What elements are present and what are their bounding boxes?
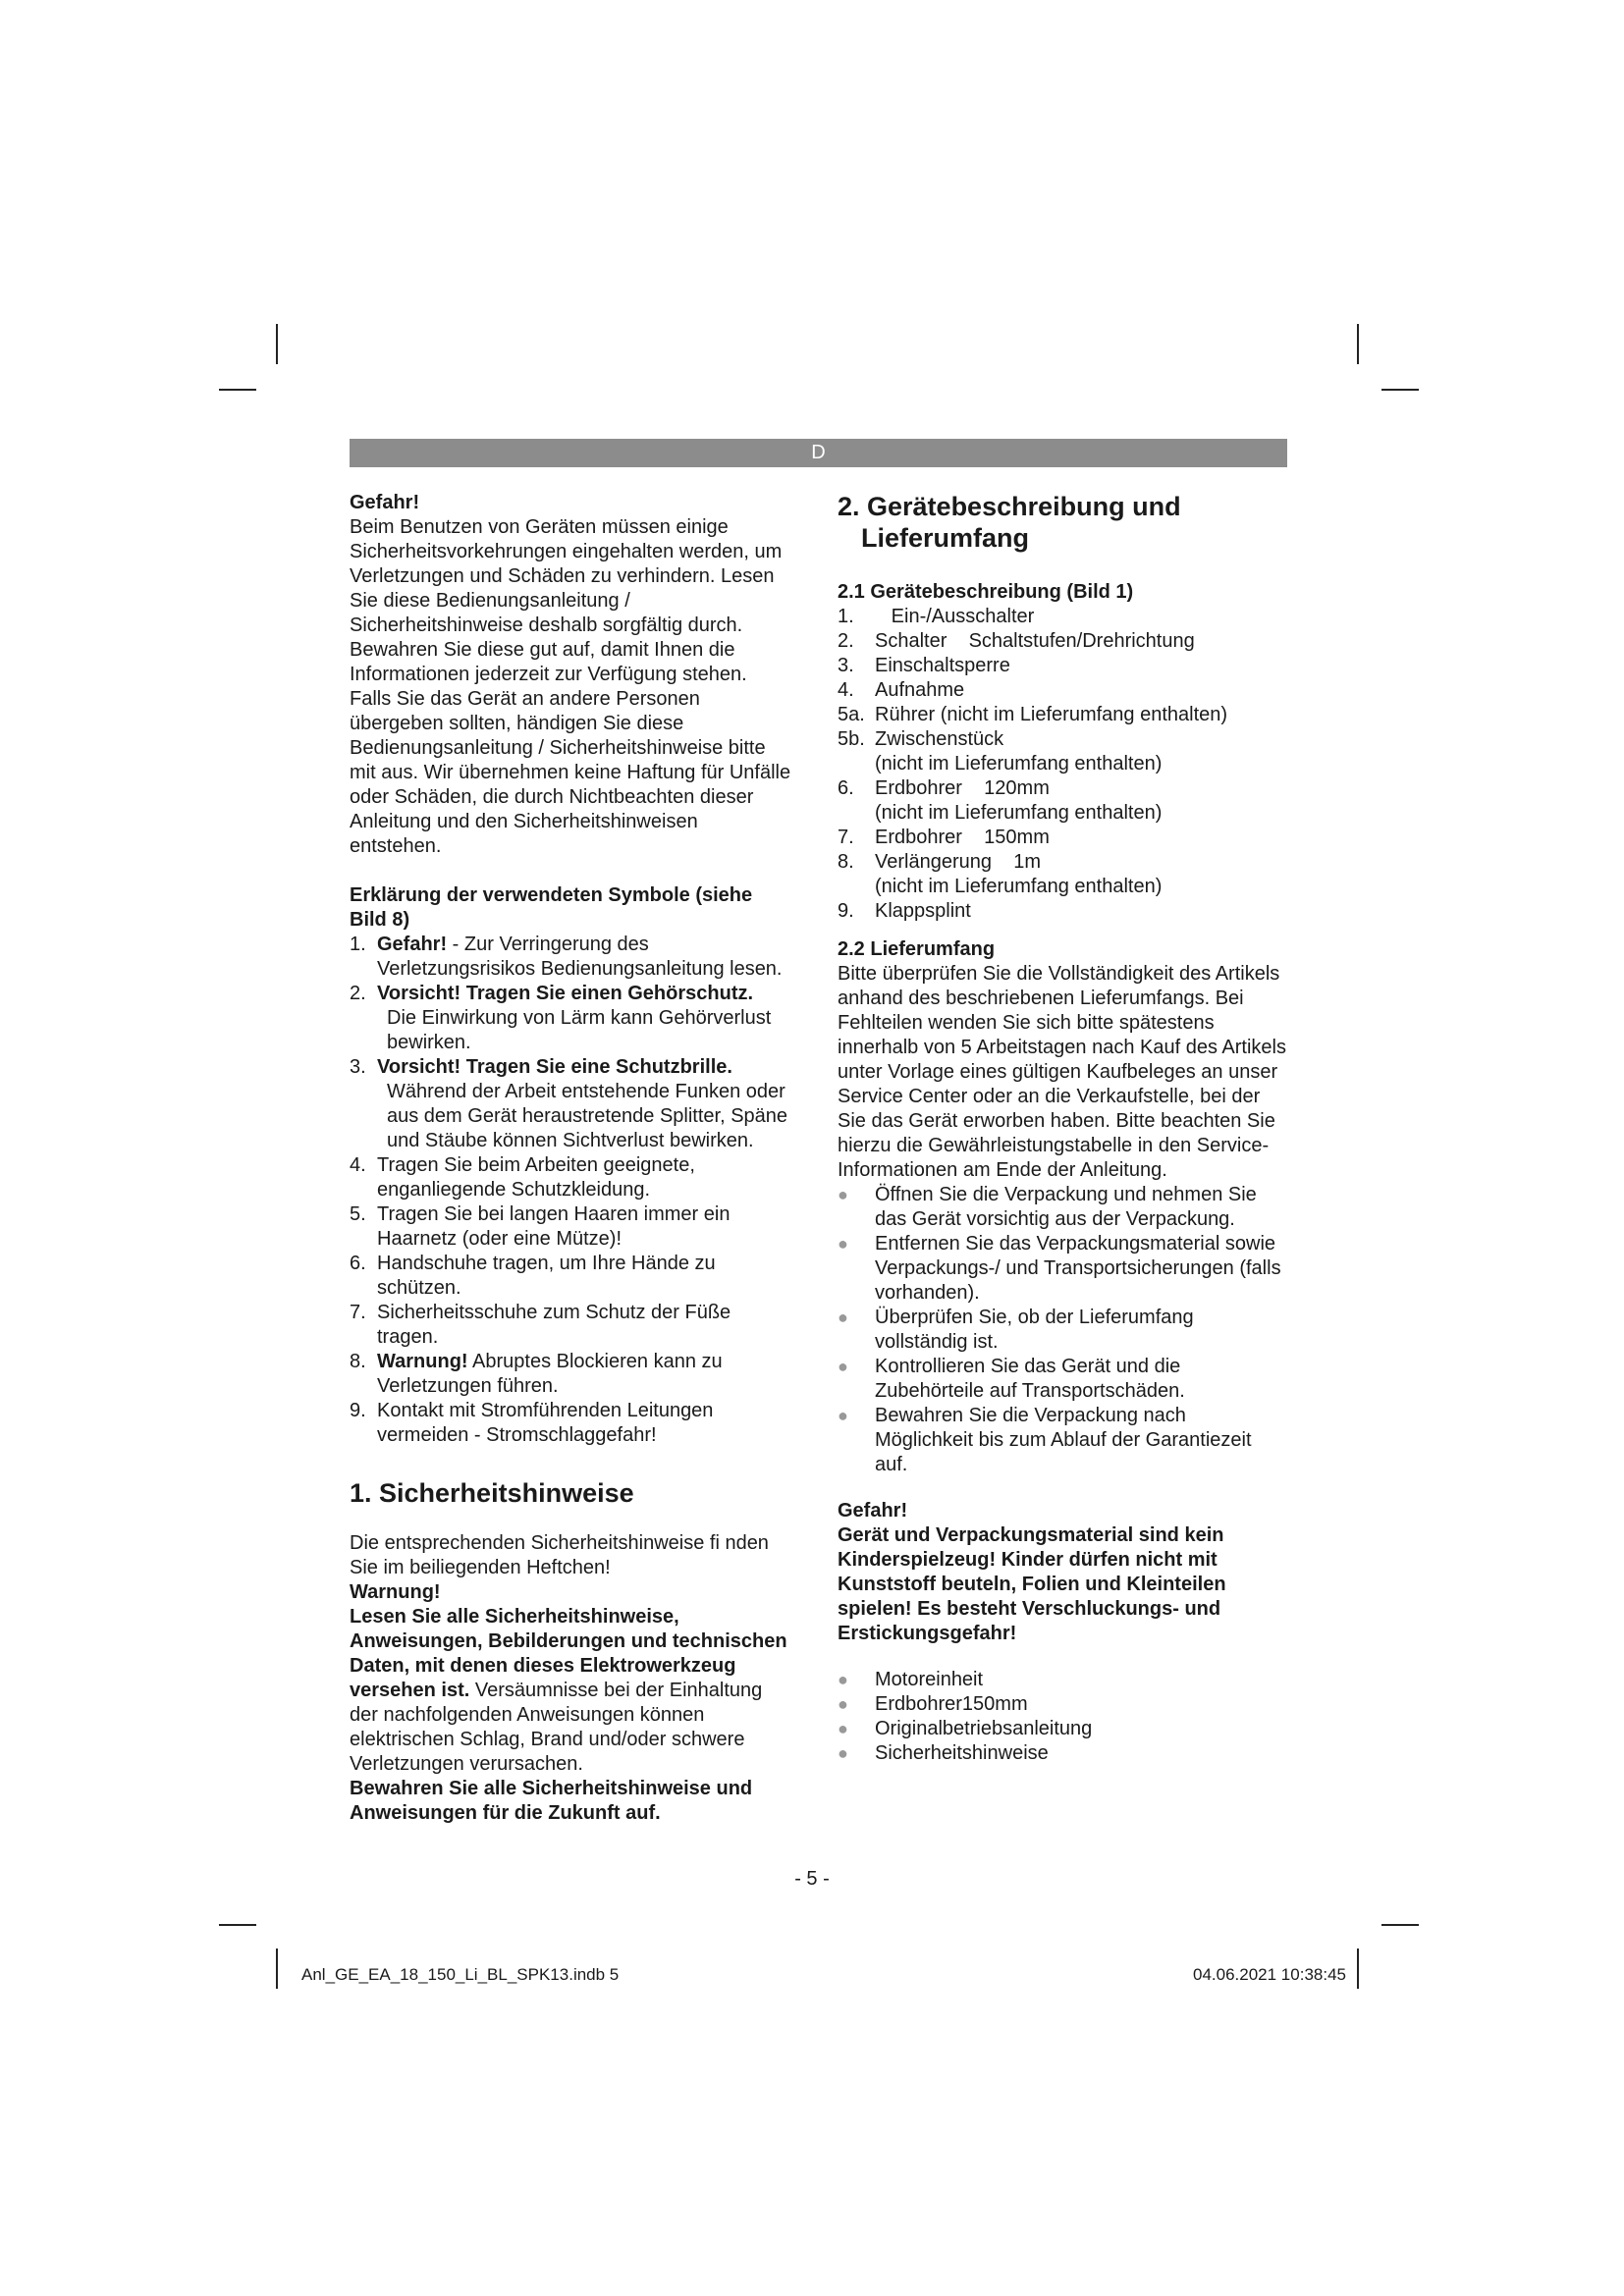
part-item bbox=[838, 678, 1289, 703]
symbol-content bbox=[377, 1350, 791, 1399]
symbol-item bbox=[350, 1399, 791, 1448]
section2-title-line1: 2. Gerätebeschreibung und bbox=[838, 492, 1181, 521]
part-item bbox=[838, 899, 1289, 924]
symbol-content bbox=[377, 1252, 791, 1301]
part-label: Erdbohrer 150mm bbox=[875, 827, 1050, 848]
part-number: 7. bbox=[838, 827, 854, 848]
symbol-number: 4. bbox=[350, 1154, 366, 1176]
symbol-text: Tragen Sie bei langen Haaren immer ein Haarnetz (oder eine Mütze)! bbox=[377, 1203, 731, 1250]
contents-text: Erdbohrer150mm bbox=[875, 1693, 1028, 1715]
keep-instructions: Bewahren Sie alle Sicherheitshinweise und Anweisungen für die Zukunft auf. bbox=[350, 1778, 753, 1824]
footer-datetime: 04.06.2021 10:38:45 bbox=[1193, 1965, 1346, 1984]
description-title: 2.1 Gerätebeschreibung (Bild 1) bbox=[838, 581, 1134, 603]
symbol-content bbox=[377, 1153, 791, 1202]
part-number: 3. bbox=[838, 655, 854, 676]
part-item bbox=[838, 654, 1289, 678]
section2-title bbox=[838, 491, 1289, 554]
contents-item bbox=[838, 1692, 1289, 1717]
symbol-item bbox=[350, 1153, 791, 1202]
bullet-icon: ● bbox=[838, 1357, 848, 1376]
part-subnote: (nicht im Lieferumfang enthalten) bbox=[875, 802, 1163, 824]
warning-paragraph bbox=[350, 1605, 791, 1777]
footer-file: Anl_GE_EA_18_150_Li_BL_SPK13.indb 5 bbox=[301, 1965, 620, 1984]
part-item bbox=[838, 850, 1289, 875]
bullet-icon: ● bbox=[838, 1694, 848, 1714]
bullet-icon: ● bbox=[838, 1743, 848, 1763]
symbol-text: Sicherheitsschuhe zum Schutz der Füße tragen. bbox=[377, 1302, 731, 1348]
symbol-content bbox=[377, 933, 791, 982]
symbol-text: Kontakt mit Stromführenden Leitungen vermeiden - Stromschlaggefahr! bbox=[377, 1400, 714, 1446]
crop-mark bbox=[276, 324, 278, 364]
symbol-item bbox=[350, 1301, 791, 1350]
scope-text: Bitte überprüfen Sie die Vollständigkeit des Artikels anhand des beschriebenen Lieferumfangs. Bei Fehlteilen wenden Sie sich bitte spätestens innerhalb von 5 Arbeitstagen nach Kauf des Artikels unter Vorlage eines gültigen Kaufbeleges an unser Service Center oder an die Verkaufstelle, bei der Sie das Gerät erworben haben. Bitte beachten Sie hierzu die Gewährleistungstabelle in den Service-Informationen am Ende der Anleitung. bbox=[838, 963, 1286, 1181]
crop-mark bbox=[276, 1949, 278, 1989]
part-number: 5b. bbox=[838, 728, 865, 750]
part-number: 9. bbox=[838, 900, 854, 922]
symbol-number: 2. bbox=[350, 983, 366, 1004]
contents-item bbox=[838, 1717, 1289, 1741]
step-text: Kontrollieren Sie das Gerät und die Zubehörteile auf Transportschäden. bbox=[875, 1356, 1185, 1402]
symbol-bold: Gefahr! bbox=[377, 934, 448, 955]
part-number: 8. bbox=[838, 851, 854, 873]
crop-mark bbox=[1381, 1924, 1419, 1926]
symbol-content bbox=[377, 1399, 791, 1448]
symbol-content bbox=[377, 1202, 791, 1252]
symbol-text: Handschuhe tragen, um Ihre Hände zu schützen. bbox=[377, 1253, 716, 1299]
part-number: 6. bbox=[838, 777, 854, 799]
parts-list bbox=[838, 605, 1289, 924]
warning-title: Warnung! bbox=[350, 1581, 441, 1603]
symbols-title: Erklärung der verwendeten Symbole (siehe Bild 8) bbox=[350, 884, 753, 931]
danger-text: Beim Benutzen von Geräten müssen einige Sicherheitsvorkehrungen eingehalten werden, um Verletzungen und Schäden zu verhindern. Lesen Sie diese Bedienungsanleitung / Sicherheitshinweise deshalb sorgfältig durch. Bewahren Sie diese gut auf, damit Ihnen die Informationen jederzeit zur Verfügung stehen. Falls Sie das Gerät an andere Personen übergeben sollten, händigen Sie diese Bedienungsanleitung / Sicherheitshinweise bitte mit aus. Wir übernehmen keine Haftung für Unfälle oder Schäden, die durch Nichtbeachten dieser Anleitung und den Sicherheitshinweisen entstehen. bbox=[350, 516, 791, 857]
part-subnote: (nicht im Lieferumfang enthalten) bbox=[875, 753, 1163, 774]
symbol-item bbox=[350, 1055, 791, 1153]
crop-mark bbox=[219, 389, 256, 391]
symbol-text: Während der Arbeit entstehende Funken oder aus dem Gerät heraustretende Splitter, Späne und Stäube können Sichtverlust bewirken. bbox=[387, 1081, 788, 1151]
symbol-text: Die Einwirkung von Lärm kann Gehörverlust bewirken. bbox=[387, 1007, 772, 1053]
crop-mark bbox=[219, 1924, 256, 1926]
step-item bbox=[838, 1306, 1289, 1355]
step-text: Bewahren Sie die Verpackung nach Möglichkeit bis zum Ablauf der Garantiezeit auf. bbox=[875, 1405, 1252, 1475]
part-label: Klappsplint bbox=[875, 900, 971, 922]
bullet-icon: ● bbox=[838, 1670, 848, 1689]
symbol-content bbox=[377, 1301, 791, 1350]
danger-title: Gefahr! bbox=[350, 492, 420, 513]
symbol-item bbox=[350, 1350, 791, 1399]
part-label: Rührer (nicht im Lieferumfang enthalten) bbox=[875, 704, 1228, 725]
danger2-text: Gerät und Verpackungsmaterial sind kein Kinderspielzeug! Kinder dürfen nicht mit Kunststoff beuteln, Folien und Kleinteilen spielen! Es besteht Verschluckungs- und Erstickungsgefahr! bbox=[838, 1524, 1226, 1644]
part-label: Ein-/Ausschalter bbox=[875, 606, 1035, 627]
contents-text: Originalbetriebsanleitung bbox=[875, 1718, 1093, 1739]
symbol-text: Abruptes Blockieren kann zu Verletzungen führen. bbox=[377, 1351, 723, 1397]
part-item bbox=[838, 605, 1289, 629]
bullet-icon: ● bbox=[838, 1234, 848, 1254]
language-label: D bbox=[811, 442, 826, 463]
section1-intro: Die entsprechenden Sicherheitshinweise fi nden Sie im beiliegenden Heftchen! bbox=[350, 1532, 769, 1578]
step-item bbox=[838, 1232, 1289, 1306]
scope-title: 2.2 Lieferumfang bbox=[838, 938, 996, 960]
right-column bbox=[838, 491, 1289, 1766]
symbol-number: 7. bbox=[350, 1302, 366, 1323]
symbol-number: 5. bbox=[350, 1203, 366, 1225]
symbol-text: Tragen Sie beim Arbeiten geeignete, enganliegende Schutzkleidung. bbox=[377, 1154, 695, 1201]
crop-mark bbox=[1381, 389, 1419, 391]
part-item bbox=[838, 629, 1289, 654]
part-label: Einschaltsperre bbox=[875, 655, 1010, 676]
part-number: 4. bbox=[838, 679, 854, 701]
symbol-number: 1. bbox=[350, 934, 366, 955]
part-subnote: (nicht im Lieferumfang enthalten) bbox=[875, 876, 1163, 897]
danger2-title: Gefahr! bbox=[838, 1500, 908, 1522]
contents-list bbox=[838, 1668, 1289, 1766]
part-item bbox=[838, 826, 1289, 850]
section1-title: 1. Sicherheitshinweise bbox=[350, 1478, 634, 1508]
bullet-icon: ● bbox=[838, 1308, 848, 1327]
symbol-text: - Zur Verringerung des Verletzungsrisikos Bedienungsanleitung lesen. bbox=[377, 934, 783, 980]
step-text: Öffnen Sie die Verpackung und nehmen Sie das Gerät vorsichtig aus der Verpackung. bbox=[875, 1184, 1257, 1230]
warning-text: Versäumnisse bei der Einhaltung der nachfolgenden Anweisungen können elektrischen Schlag, Brand und/oder schwere Verletzungen verursachen. bbox=[350, 1680, 763, 1775]
symbol-item bbox=[350, 933, 791, 982]
section2-title-line2: Lieferumfang bbox=[861, 523, 1030, 553]
part-item bbox=[838, 703, 1289, 727]
symbols-list bbox=[350, 933, 791, 1448]
contents-text: Sicherheitshinweise bbox=[875, 1742, 1049, 1764]
crop-mark bbox=[1357, 324, 1359, 364]
part-number: 2. bbox=[838, 630, 854, 652]
symbol-bold: Vorsicht! Tragen Sie einen Gehörschutz. bbox=[377, 983, 754, 1004]
part-label: Aufnahme bbox=[875, 679, 965, 701]
symbol-bold: Warnung! bbox=[377, 1351, 468, 1372]
symbol-number: 8. bbox=[350, 1351, 366, 1372]
step-item bbox=[838, 1355, 1289, 1404]
step-text: Überprüfen Sie, ob der Lieferumfang vollständig ist. bbox=[875, 1307, 1194, 1353]
step-item bbox=[838, 1183, 1289, 1232]
symbol-item bbox=[350, 1252, 791, 1301]
part-number: 1. bbox=[838, 606, 854, 627]
page-number: - 5 - bbox=[794, 1868, 830, 1890]
language-header-bar bbox=[350, 439, 1287, 467]
part-label: Schalter Schaltstufen/Drehrichtung bbox=[875, 630, 1195, 652]
part-label: Verlängerung 1m bbox=[875, 851, 1041, 873]
part-number: 5a. bbox=[838, 704, 865, 725]
symbol-number: 9. bbox=[350, 1400, 366, 1421]
symbol-bold: Vorsicht! Tragen Sie eine Schutzbrille. bbox=[377, 1056, 732, 1078]
part-item bbox=[838, 727, 1289, 752]
contents-item bbox=[838, 1668, 1289, 1692]
bullet-icon: ● bbox=[838, 1406, 848, 1425]
bullet-icon: ● bbox=[838, 1185, 848, 1204]
symbol-item bbox=[350, 982, 791, 1055]
symbol-number: 6. bbox=[350, 1253, 366, 1274]
left-column bbox=[350, 491, 791, 1826]
part-item bbox=[838, 776, 1289, 801]
symbol-content bbox=[377, 982, 791, 1055]
part-label: Erdbohrer 120mm bbox=[875, 777, 1050, 799]
contents-item bbox=[838, 1741, 1289, 1766]
steps-list bbox=[838, 1183, 1289, 1477]
symbol-item bbox=[350, 1202, 791, 1252]
part-label: Zwischenstück bbox=[875, 728, 1004, 750]
symbol-content bbox=[377, 1055, 791, 1153]
symbol-number: 3. bbox=[350, 1056, 366, 1078]
contents-text: Motoreinheit bbox=[875, 1669, 984, 1690]
warning-bold: Lesen Sie alle Sicherheitshinweise, Anweisungen, Bebilderungen und technischen Daten, mit denen dieses Elektrowerkzeug versehen ist. bbox=[350, 1606, 787, 1701]
step-item bbox=[838, 1404, 1289, 1477]
step-text: Entfernen Sie das Verpackungsmaterial sowie Verpackungs-/ und Transportsicherungen (falls vorhanden). bbox=[875, 1233, 1281, 1304]
crop-mark bbox=[1357, 1949, 1359, 1989]
bullet-icon: ● bbox=[838, 1719, 848, 1738]
